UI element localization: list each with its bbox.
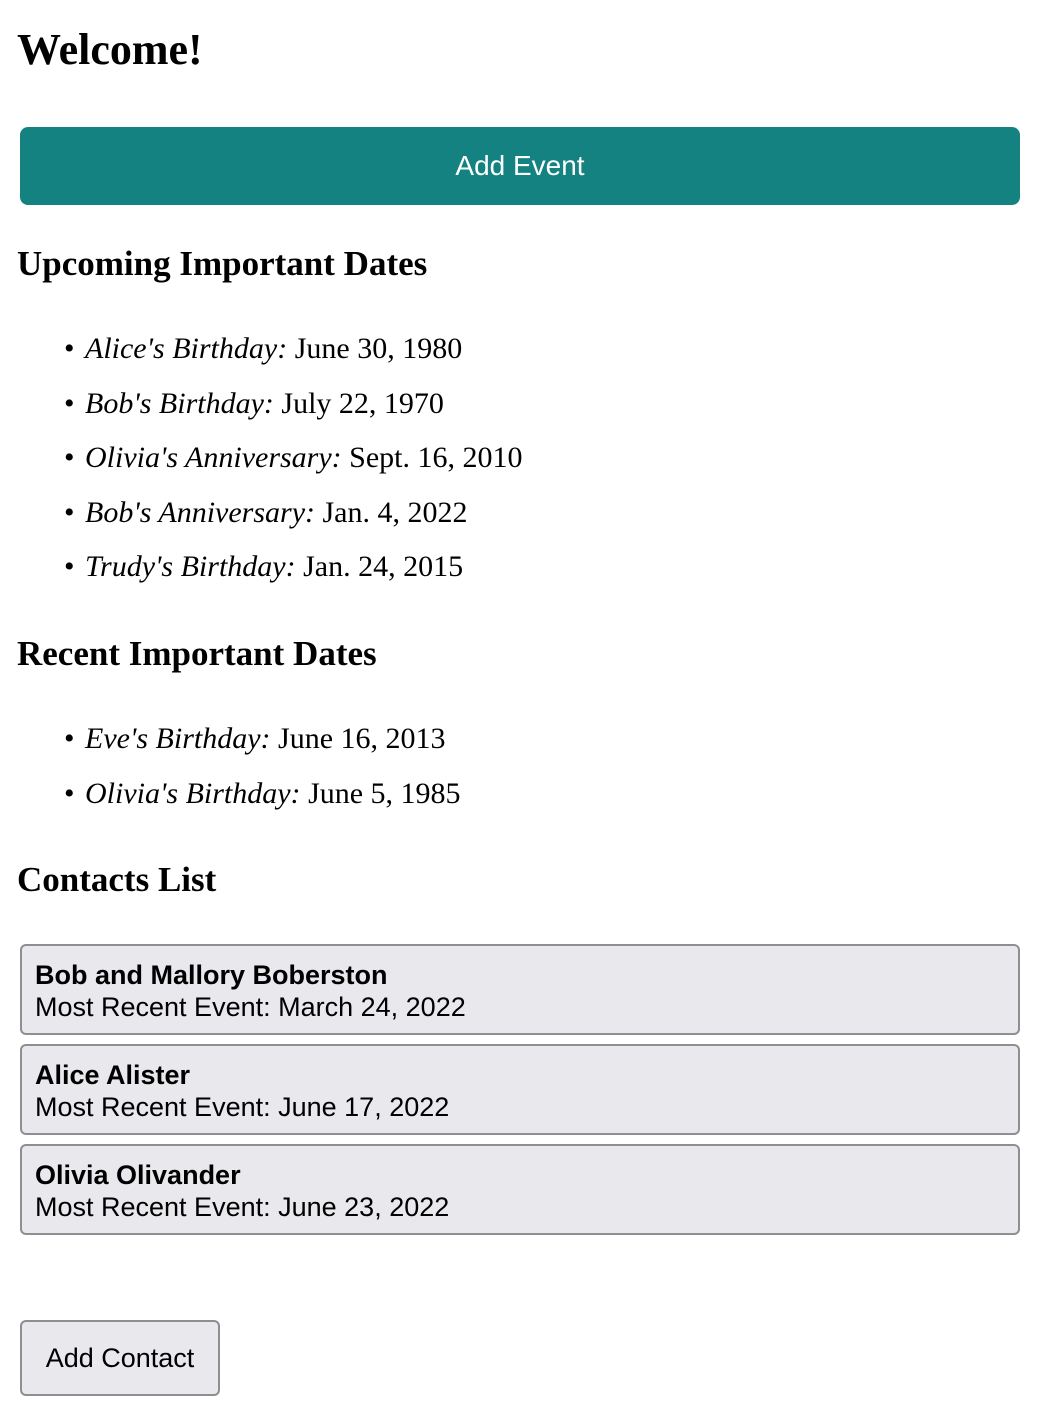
list-item: [64, 767, 461, 822]
list-item: [64, 431, 523, 486]
add-event-button[interactable]: Add Event: [20, 127, 1020, 205]
bullet-icon: •: [64, 495, 75, 529]
list-item: [64, 540, 523, 595]
event-date: June 30, 1980: [294, 332, 463, 365]
bullet-icon: •: [64, 776, 75, 810]
event-label: Olivia's Anniversary:: [85, 441, 342, 474]
contact-name: Bob and Mallory Boberston: [35, 960, 388, 990]
contact-recent-event: Most Recent Event: June 23, 2022: [35, 1192, 450, 1222]
contact-card[interactable]: [20, 944, 1020, 1035]
event-date: June 5, 1985: [308, 776, 461, 810]
contact-recent-event: Most Recent Event: June 17, 2022: [35, 1092, 450, 1122]
event-date: June 16, 2013: [278, 722, 446, 755]
event-label: Bob's Birthday:: [85, 386, 274, 420]
event-label: Olivia's Birthday:: [85, 776, 301, 810]
bullet-icon: •: [64, 550, 75, 583]
upcoming-dates-list: [64, 322, 523, 595]
event-date: Sept. 16, 2010: [349, 441, 523, 474]
event-label: Trudy's Birthday:: [85, 550, 296, 583]
bullet-icon: •: [64, 441, 75, 474]
add-contact-button[interactable]: Add Contact: [20, 1320, 220, 1396]
event-date: Jan. 24, 2015: [303, 550, 464, 583]
event-label: Eve's Birthday:: [85, 722, 271, 755]
contact-name: Olivia Olivander: [35, 1160, 241, 1190]
bullet-icon: •: [64, 386, 75, 420]
list-item: [64, 322, 523, 377]
upcoming-dates-heading: Upcoming Important Dates: [17, 244, 428, 283]
contacts-list-heading: Contacts List: [17, 860, 217, 899]
bullet-icon: •: [64, 722, 75, 755]
event-label: Bob's Anniversary:: [85, 495, 315, 529]
event-label: Alice's Birthday:: [85, 332, 288, 365]
event-date: July 22, 1970: [281, 386, 444, 420]
recent-dates-list: [64, 712, 461, 821]
list-item: [64, 377, 523, 432]
contact-card[interactable]: [20, 1044, 1020, 1135]
recent-dates-heading: Recent Important Dates: [17, 634, 377, 673]
list-item: [64, 712, 461, 767]
event-date: Jan. 4, 2022: [322, 495, 468, 529]
page-title: Welcome!: [17, 25, 203, 74]
list-item: [64, 486, 523, 541]
contact-card[interactable]: [20, 1144, 1020, 1235]
bullet-icon: •: [64, 332, 75, 365]
contact-recent-event: Most Recent Event: March 24, 2022: [35, 992, 466, 1022]
contact-name: Alice Alister: [35, 1060, 191, 1090]
